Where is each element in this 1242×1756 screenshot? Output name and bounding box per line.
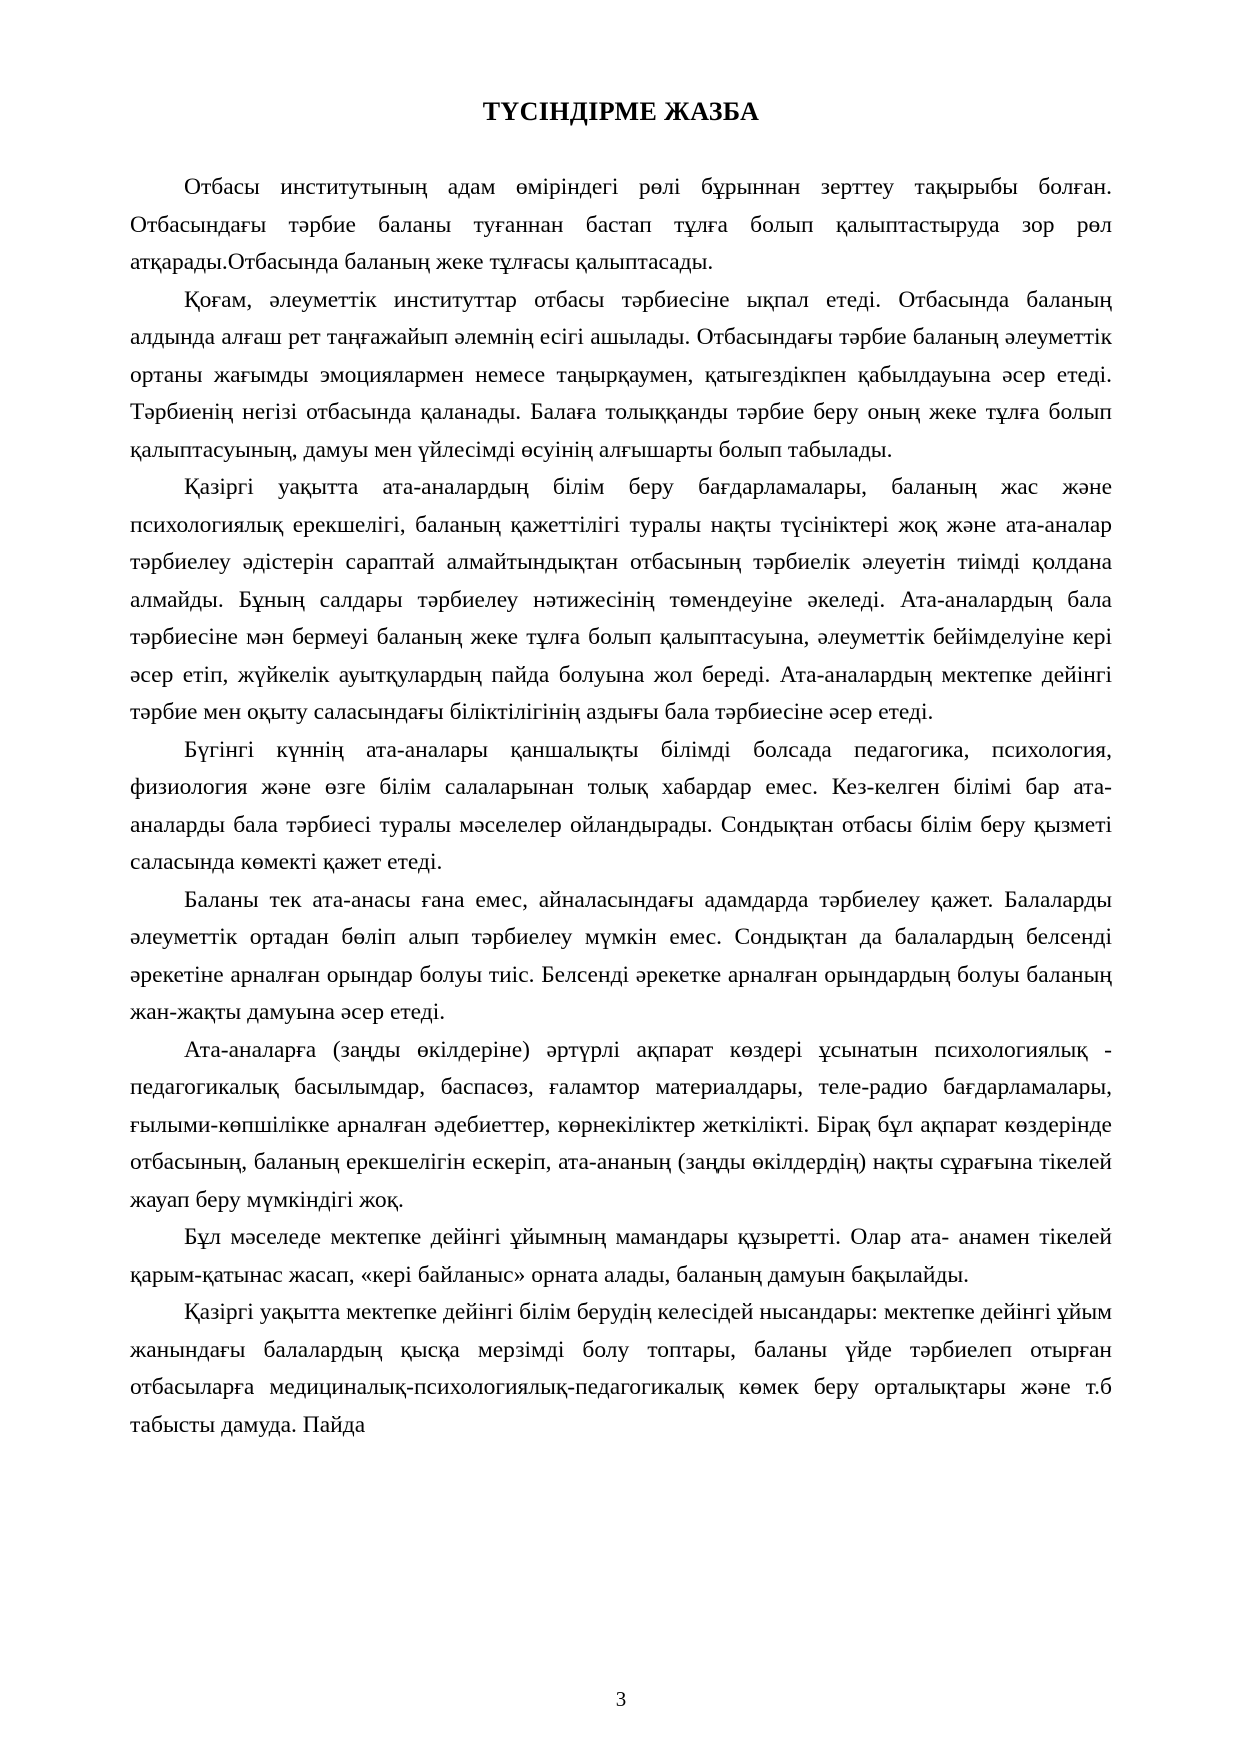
paragraph: Ата-аналарға (заңды өкілдеріне) әртүрлі ақпарат көздері ұсынатын психологиялық - педагогикалық басылымдар, баспасөз, ғаламтор материалдары, теле-радио бағдарламалары, ғылыми-көпшілікке арналған әдебиеттер, көрнекіліктер жеткілікті. Бірақ бұл ақпарат көздерінде отбасының, баланың ерекшелігін ескеріп, ата-ананың (заңды өкілдердің) нақты сұрағына тікелей жауап беру мүмкіндігі жоқ. (130, 1036, 1112, 1213)
paragraph: Қазіргі уақытта ата-аналардың білім беру бағдарламалары, баланың жас және психологиялық ерекшелігі, баланың қажеттілігі туралы нақты түсініктері жоқ және ата-аналар тәрбиелеу әдістерін сараптай алмайтындықтан отбасының тәрбиелік әлеуетін тиімді қолдана алмайды. Бұның салдары тәрбиелеу нәтижесінің төмендеуіне әкеледі. Ата-аналардың бала тәрбиесіне мән бермеуі баланың жеке тұлға болып қалыптасуына, әлеуметтік бейімделуіне кері әсер етіп, жүйкелік ауытқулардың пайда болуына жол береді. Ата-аналардың мектепке дейінгі тәрбие мен оқыту саласындағы біліктілігінің аздығы бала тәрбиесіне әсер етеді. (130, 474, 1112, 726)
paragraph: Қоғам, әлеуметтік институттар отбасы тәрбиесіне ықпал етеді. Отбасында баланың алдында алғаш рет таңғажайып әлемнің есігі ашылады. Отбасындағы тәрбие баланың әлеуметтік ортаны жағымды эмоциялармен немесе таңырқаумен, қатыгездікпен қабылдауына әсер етеді. Тәрбиенің негізі отбасында қаланады. Балаға толыққанды тәрбие беру оның жеке тұлға болып қалыптасуының, дамуы мен үйлесімді өсуінің алғышарты болып табылады. (130, 286, 1112, 463)
paragraph: Бұл мәселеде мектепке дейінгі ұйымның мамандары құзыретті. Олар ата- анамен тікелей қарым-қатынас жасап, «кері байланыс» орната алады, баланың дамуын бақылайды. (130, 1224, 1112, 1288)
paragraph: Бүгінгі күннің ата-аналары қаншалықты білімді болсада педагогика, психология, физиология және өзге білім салаларынан толық хабардар емес. Кез-келген білімі бар ата-аналарды бала тәрбиесі туралы мәселелер ойландырады. Сондықтан отбасы білім беру қызметі саласында көмекті қажет етеді. (130, 736, 1112, 876)
paragraph: Баланы тек ата-анасы ғана емес, айналасындағы адамдарда тәрбиелеу қажет. Балаларды әлеуметтік ортадан бөліп алып тәрбиелеу мүмкін емес. Сондықтан да балалардың белсенді әрекетіне арналған орындар болуы тиіс. Белсенді әрекетке арналған орындардың болуы баланың жан-жақты дамуына әсер етеді. (130, 886, 1112, 1026)
paragraph: Отбасы институтының адам өміріндегі рөлі бұрыннан зерттеу тақырыбы болған. Отбасындағы тәрбие баланы туғаннан бастап тұлға болып қалыптастыруда зор рөл атқарады.Отбасында баланың жеке тұлғасы қалыптасады. (130, 174, 1112, 276)
page-number: 3 (615, 1687, 627, 1711)
page-title: ТҮСІНДІРМЕ ЖАЗБА (482, 97, 760, 126)
paragraph: Қазіргі уақытта мектепке дейінгі білім берудің келесідей нысандары: мектепке дейінгі ұйым жанындағы балалардың қысқа мерзімді болу топтары, баланы үйде тәрбиелеп отырған отбасыларға медициналық-психологиялық-педагогикалық көмек беру орталықтары және т.б табысты дамуда. Пайда (130, 1299, 1112, 1438)
document-body (130, 169, 1112, 1444)
